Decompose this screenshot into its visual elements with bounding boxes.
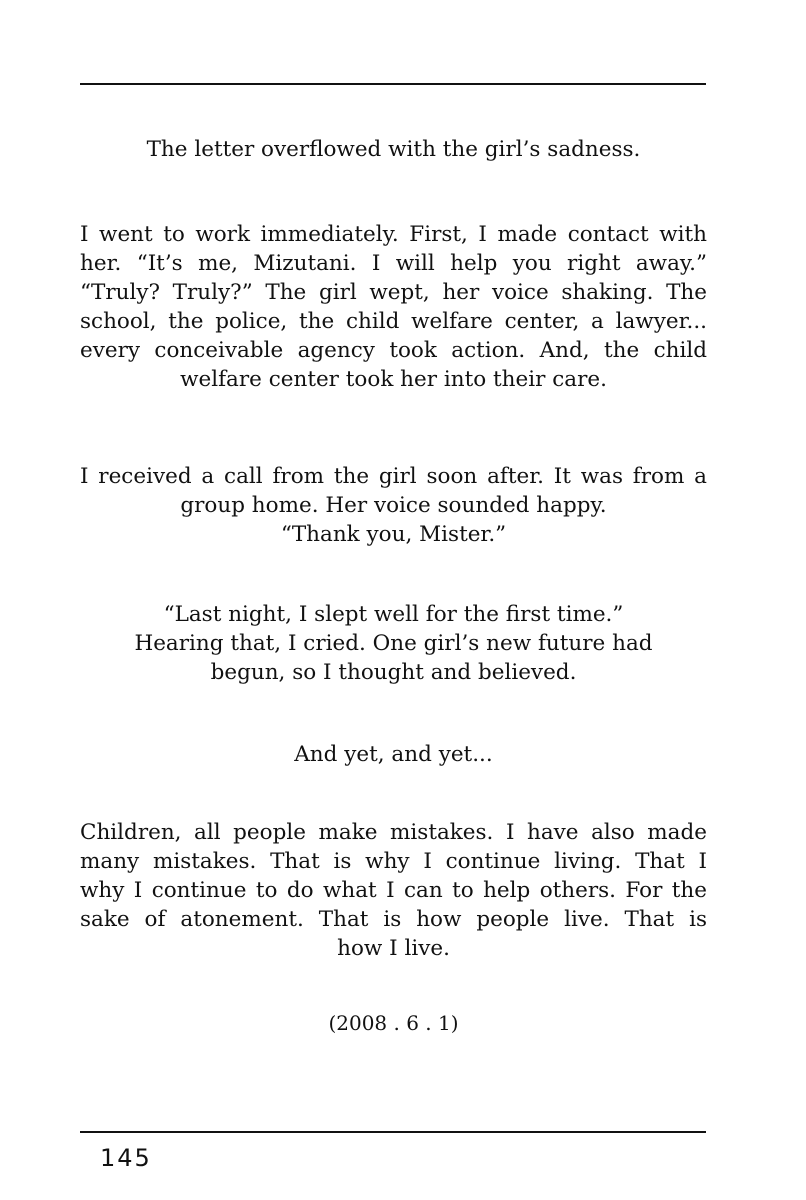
text-line: why I continue to do what I can to help others. For the (80, 878, 707, 903)
text-line: I went to work immediately. First, I made contact with (80, 222, 707, 247)
text-line: school, the police, the child welfare center, a lawyer... (80, 309, 707, 334)
text-line: “Thank you, Mister.” (280, 522, 507, 547)
text-line: Children, all people make mistakes. I have also made (80, 820, 707, 845)
text-line: “Last night, I slept well for the first time.” (163, 602, 624, 627)
text-line: many mistakes. That is why I continue living. That I (80, 849, 707, 874)
page-number: 145 (100, 1144, 152, 1172)
paragraph-received-call (80, 462, 707, 549)
top-rule (80, 83, 706, 85)
text-line: begun, so I thought and believed. (210, 660, 577, 685)
text-line: group home. Her voice sounded happy. (180, 493, 607, 518)
date-text: (2008 . 6 . 1) (328, 1011, 459, 1035)
paragraph-went-to-work (80, 220, 707, 394)
text-line: her. “It’s me, Mizutani. I will help you right away.” (80, 251, 707, 276)
text-line: And yet, and yet... (294, 742, 493, 767)
date-stamp (80, 1009, 707, 1038)
paragraph-slept-well (80, 600, 707, 687)
paragraph-mistakes (80, 818, 707, 963)
text-line: “Truly? Truly?” The girl wept, her voice shaking. The (80, 280, 707, 305)
paragraph-letter-sadness (80, 135, 707, 164)
bottom-rule (80, 1131, 706, 1133)
text-line: welfare center took her into their care. (180, 367, 607, 392)
text-line: The letter overflowed with the girl’s sadness. (146, 137, 641, 162)
paragraph-and-yet (80, 740, 707, 769)
text-line: how I live. (337, 936, 450, 961)
text-line: sake of atonement. That is how people live. That is (80, 907, 707, 932)
text-line: every conceivable agency took action. And, the child (80, 338, 707, 363)
text-line: Hearing that, I cried. One girl’s new future had (134, 631, 653, 656)
text-line: I received a call from the girl soon after. It was from a (80, 464, 707, 489)
